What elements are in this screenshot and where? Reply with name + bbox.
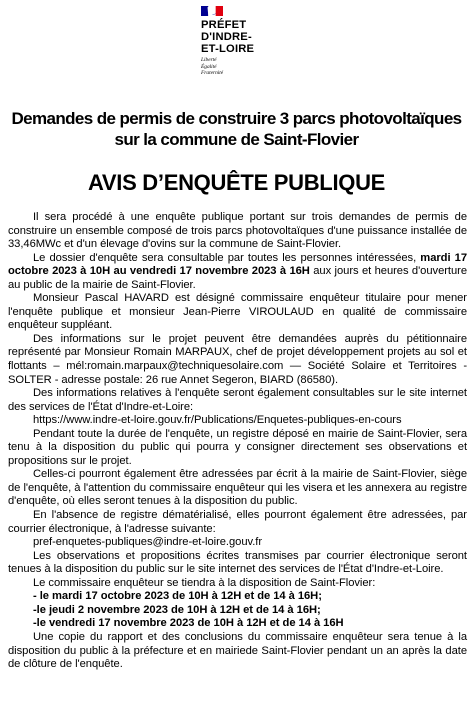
schedule-item: -le vendredi 17 novembre 2023 de 10H à 12H et de 14 à 16H — [33, 617, 344, 630]
paragraph-report: Une copie du rapport et des conclusions du commissaire enquêteur sera tenue à la disposition du public à la préfecture et en mairiede Saint-Flovier pendant un an après la date de clôture de l'enquête. — [8, 630, 467, 671]
logo-name-line: D'INDRE- — [201, 31, 252, 43]
dates-text-end: aux jours et heures d'ouverture au public de la mairie de Saint-Flovier. — [8, 265, 467, 291]
notice-title — [0, 108, 473, 150]
schedule-item: - le mardi 17 octobre 2023 de 10H à 12H et de 14 à 16H; — [33, 590, 322, 603]
paragraph-dates — [8, 252, 467, 293]
notice-subtitle: AVIS D’ENQUÊTE PUBLIQUE — [87, 170, 386, 195]
motto-line: Égalité — [201, 63, 217, 70]
paragraph-permanences: Le commissaire enquêteur se tiendra à la disposition de Saint-Flovier: — [33, 576, 376, 589]
paragraph-written: Celles-ci pourront également être adressées par écrit à la mairie de Saint-Flovier, siège de l'enquête, à l'attention du commissaire enquêteur qui les visera et les annexera au registre d'enquête, où elles seront tenues à la disposition du public. — [8, 468, 467, 508]
title-line: sur la commune de Saint-Flovier — [114, 130, 359, 149]
paragraph-petitioner: Des informations sur le projet peuvent être demandées auprès du pétitionnaire représenté par Monsieur Romain MARPAUX, chef de projet développement projets au sol et flottants – mél:romain.marpaux@techniquesolaire.com — Société Solaire et Territoires - SOLTER - adresse postale: 26 rue Annet Segeron, BIARD (86580). — [8, 332, 467, 386]
marianne-flag-icon — [201, 6, 223, 16]
paragraph-intro: Il sera procédé à une enquête publique portant sur trois demandes de permis de construire un ensemble composé de trois parcs photovoltaïques d'une puissance installée de 33,46MWc et d'un élevage d'ovins sur la commune de Saint-Flovier. — [8, 211, 467, 251]
notice-body — [8, 211, 467, 672]
email-address: pref-enquetes-publiques@indre-et-loire.gouv.fr — [33, 536, 262, 549]
paragraph-register: Pendant toute la durée de l'enquête, un registre déposé en mairie de Saint-Flovier, sera tenu à la disposition du public qui pourra y consigner directement ses observations et propositions sur le projet. — [8, 427, 467, 467]
title-line: Demandes de permis de construire 3 parcs photovoltaïques — [11, 109, 462, 128]
motto-line: Fraternité — [201, 70, 224, 77]
dates-period: mardi 17 octobre 2023 à 10H au vendredi 17 novembre 2023 à 16H — [8, 251, 467, 278]
website-url: https://www.indre-et-loire.gouv.fr/Publications/Enquetes-publiques-en-cours — [33, 414, 402, 427]
logo-motto — [201, 57, 223, 77]
paragraph-commissioner: Monsieur Pascal HAVARD est désigné commissaire enquêteur titulaire pour mener l'enquête publique et monsieur Jean-Pierre VIROULAUD en qualité de commissaire enquêteur suppléant. — [8, 292, 467, 332]
logo-name-line: PRÉFET — [201, 19, 247, 31]
paragraph-observations: Les observations et propositions écrites transmises par courrier électronique seront tenues à la disposition du public sur le site internet des services de l'État d'Indre-et-Loire. — [8, 549, 467, 576]
prefecture-logo — [177, 6, 297, 90]
dates-text-start: Le dossier d'enquête sera consultable par toutes les personnes intéressées, — [33, 251, 421, 264]
logo-name — [201, 19, 254, 55]
schedule-item: -le jeudi 2 novembre 2023 de 10H à 12H et de 14 à 16H; — [33, 603, 321, 616]
logo-name-line: ET-LOIRE — [201, 43, 255, 55]
paragraph-email-intro: En l'absence de registre dématérialisé, elles pourront également être adressées, par courrier électronique, à l'adresse suivante: — [8, 509, 467, 535]
paragraph-website-info: Des informations relatives à l'enquête seront également consultables sur le site internet des services de l'État d'Indre-et-Loire: — [8, 387, 467, 413]
motto-line: Liberté — [201, 57, 217, 63]
